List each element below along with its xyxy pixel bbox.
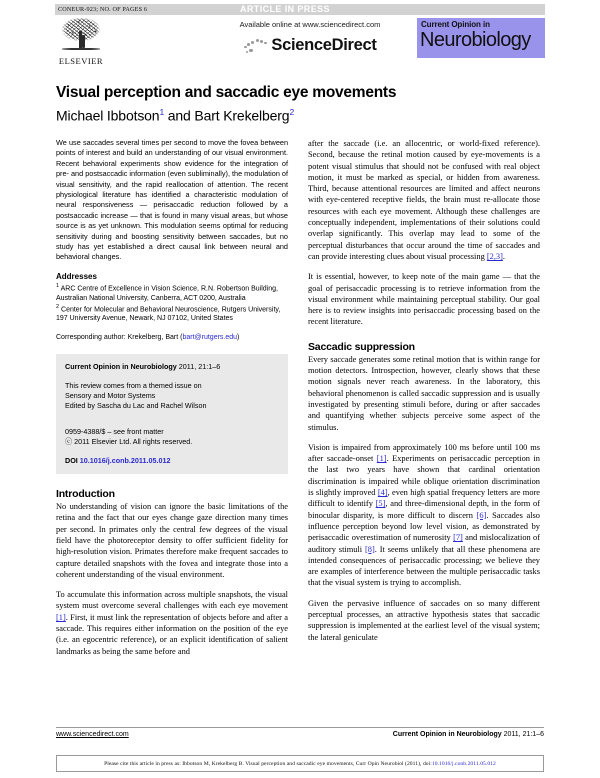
doi-link[interactable]: 10.1016/j.conb.2011.05.012	[79, 456, 171, 466]
affiliation-2-marker: 2	[56, 303, 60, 310]
left-column	[56, 138, 288, 666]
article-title: Visual perception and saccadic eye movements	[56, 84, 397, 101]
introduction-heading: Introduction	[56, 488, 115, 501]
themed-issue-line-1: This review comes from a themed issue on	[65, 381, 202, 391]
ss-p2-part-e: . Saccades also influence perception beyond low level vision, as demonstrated by perisaccadic overestimation of numerosity	[308, 510, 540, 543]
citation-ref-6[interactable]: [6]	[476, 510, 487, 520]
ss-p2-part-a: Vision is impaired from approximately 100 ms before until 100 ms after saccade-onset	[308, 442, 540, 464]
elsevier-tree-icon	[58, 17, 104, 55]
author-1-name: Michael Ibbotson	[56, 107, 160, 124]
sciencedirect-swoosh-icon	[243, 35, 269, 55]
ss-p2-part-c: , even high spatial frequency letters are more difficult to identify	[308, 488, 541, 509]
cont-p1-part-b: .	[502, 251, 505, 261]
themed-issue-line-2: Sensory and Motor Systems	[65, 391, 156, 401]
footer-journal-name: Current Opinion in Neurobiology	[392, 731, 502, 738]
citation-ref-5[interactable]: [5]	[375, 499, 386, 509]
intro-p2-part-b: . First, it must link the representation of objects before and after a saccade. This requires either information on the position of the eye (i.e. an egocentric reference), or an explicit identification of salient landmarks as being the same before and	[56, 612, 288, 656]
running-head-bar	[55, 4, 545, 15]
cite-this-article-text	[104, 761, 496, 767]
ss-p2-part-g: . It seems unlikely that all these phenomena are intended consequences of perisaccadic processing; we believe they are examples of interference between the multiple perisaccadic tasks that the visual system is trying to accomplish.	[308, 544, 541, 588]
footer-journal-citation	[393, 731, 544, 738]
ss-p2-part-f: and mislocalization of auditory stimuli	[308, 533, 540, 554]
author-2-affiliation-marker: 2	[289, 107, 295, 117]
author-1-affiliation-marker: 1	[159, 107, 165, 117]
citation-ref-7[interactable]: [7]	[453, 533, 463, 543]
journal-info-box	[56, 354, 288, 474]
doi-line	[65, 456, 279, 465]
affiliation-1	[56, 282, 288, 303]
infobox-journal-name: Current Opinion in Neurobiology	[65, 362, 177, 372]
citation-ref-1b[interactable]: [1]	[376, 454, 387, 464]
abstract-text: We use saccades several times per second to move the fovea between points of interest and build an understanding of our visual environment. Recent behavioral experiments show evidence for the integration of pre- and postsaccadic information (even subliminally), the modulation of visual sensitivity, and the rapid reallocation of attention. The recent physiological literature has identified a characteristic modulation of neural responsiveness — perisaccadic reduction followed by a postsaccadic increase — that is found in many visual areas, but whose source is as yet unknown. This modulation seems optimal for reducing sensitivity during and boosting sensitivity between saccades, but no study has yet established a direct causal link between neural and behavioral changes.	[56, 138, 288, 262]
saccadic-suppression-heading: Saccadic suppression	[308, 340, 415, 353]
saccadic-suppression-paragraph-3: Given the pervasive influence of saccades on so many different perceptual processes, an attractive hypothesis states that saccadic suppression is implemented at the earliest level of the visual system; the lateral geniculate	[308, 598, 540, 642]
corresponding-author-label: Corresponding author: Krekelberg, Bart (	[56, 333, 183, 341]
corresponding-author-close: )	[237, 333, 240, 341]
masthead	[55, 17, 545, 79]
citation-ref-1[interactable]: [1]	[56, 612, 66, 622]
affiliation-2	[56, 303, 288, 324]
introduction-paragraph-1: No understanding of vision can ignore the basic limitations of the retina and the fact that our eyes change gaze direction many times per second. In primates only the central few degrees of the visual field have the photoreceptor density to offer sufficient fidelity for high-resolution vision. Primates therefore make frequent saccades to capture detailed snapshots with the fovea and integrate those into a coherent understanding of the visual environment.	[56, 502, 288, 579]
introduction-section	[56, 488, 288, 657]
running-head-code: CONEUR-923; NO. OF PAGES 6	[58, 6, 148, 13]
copyright-line: ⓒ 2011 Elsevier Ltd. All rights reserved.	[65, 437, 193, 447]
elsevier-wordmark: ELSEVIER	[58, 56, 104, 66]
ss-p2-part-d: , and three-dimensional depth, in the form of binocular disparity, is more difficult to discern	[308, 499, 540, 520]
footer-sciencedirect-url[interactable]: www.sciencedirect.com	[56, 731, 129, 738]
author-2-name: Bart Krekelberg	[194, 107, 290, 124]
infobox-journal-volume: 2011, 21:1–6	[176, 362, 221, 372]
issn-front-matter: 0959-4388/$ – see front matter	[65, 427, 164, 437]
addresses-heading: Addresses	[56, 271, 97, 281]
cite-prefix-text: Please cite this article in press as: Ibbotson M, Krekelberg B. Visual perception and saccadic eye movements, Curr Opin Neurobiol (2011), doi:	[104, 760, 432, 767]
citation-ref-2-3[interactable]: [2,3]	[486, 251, 503, 261]
continuation-paragraph-2: It is essential, however, to keep note of the main game — that the goal of perisaccadic processing is to retrieve information from the visual environment while maintaining perceptual stability. Our goal here is to review insights into perisaccadic processing based on the recent literature.	[308, 272, 540, 327]
citation-ref-8[interactable]: [8]	[364, 544, 375, 554]
journal-badge	[417, 18, 545, 58]
cite-doi-link[interactable]: 10.1016/j.conb.2011.05.012	[431, 760, 496, 767]
sciencedirect-wordmark: ScienceDirect	[271, 36, 377, 54]
author-list	[56, 104, 536, 125]
article-in-press-label: ARTICLE IN PRESS	[240, 4, 330, 14]
journal-badge-prefix: Current Opinion in	[421, 20, 490, 29]
citation-ref-4[interactable]: [4]	[377, 488, 388, 498]
corresponding-author-email-link[interactable]: bart@rutgers.edu	[182, 333, 238, 341]
ss-p2-part-b: . Experiments on perisaccadic perception in the last two years have shown that cardinal orientation discrimination is impaired while oblique orientation discrimination is slightly improved	[308, 454, 540, 498]
saccadic-suppression-paragraph-2	[308, 442, 540, 589]
author-joiner: and	[164, 107, 195, 124]
intro-p2-part-a: To accumulate this information across multiple snapshots, the visual system must overcome several challenges with each eye movement	[56, 590, 288, 611]
infobox-journal-citation	[65, 362, 279, 372]
affiliation-1-text: ARC Centre of Excellence in Vision Science, R.N. Robertson Building, Australian National University, Canberra, ACT 0200, Australia	[56, 285, 278, 302]
continuation-paragraph-1	[308, 138, 540, 262]
cont-p1-part-a: after the saccade (i.e. an allocentric, or world-fixed reference). Second, because the retinal motion caused by eye-movements is a potent visual stimulus that should not be confused with real object motion, it must be marked as special, or hidden from awareness. Third, because attentional resources are limited and affect neurons with eye-centered receptive fields, the brain must re-allocate those resources with each eye movement. Although these challenges are conceptually independent, implementations of their solutions could overlap significantly. This overlap may lead to some of the perceptual disturbances that occur around the time of saccades and can provide interesting clues about visual processing	[308, 139, 540, 261]
available-online-text: Available online at www.sciencedirect.com	[239, 20, 381, 29]
footer-journal-volume: 2011, 21:1–6	[501, 731, 544, 738]
doi-label: DOI	[65, 456, 80, 466]
right-column	[308, 138, 540, 652]
footer-divider	[56, 727, 544, 728]
affiliation-1-marker: 1	[56, 282, 60, 289]
cite-this-article-box	[56, 755, 544, 772]
affiliation-2-text: Center for Molecular and Behavioral Neuroscience, Rutgers University, 197 University Avenue, Newark, NJ 07102, United States	[56, 306, 281, 323]
title-block	[56, 84, 536, 125]
journal-badge-title: Neurobiology	[420, 29, 531, 51]
sciencedirect-block	[205, 20, 415, 55]
themed-issue-editors: Edited by Sascha du Lac and Rachel Wilson	[65, 401, 207, 411]
introduction-paragraph-2	[56, 589, 288, 657]
elsevier-logo	[55, 17, 107, 66]
saccadic-suppression-paragraph-1: Every saccade generates some retinal motion that is within range for motion detectors. Introspection, however, clearly shows that these motion signals never reach awareness. In the laboratory, this behavioral phenomenon is called saccadic suppression and is usually investigated by presenting stimuli before, during or after saccades and quantifying whether subjects perceive some aspect of the stimulus.	[308, 354, 540, 432]
corresponding-author	[56, 333, 288, 342]
